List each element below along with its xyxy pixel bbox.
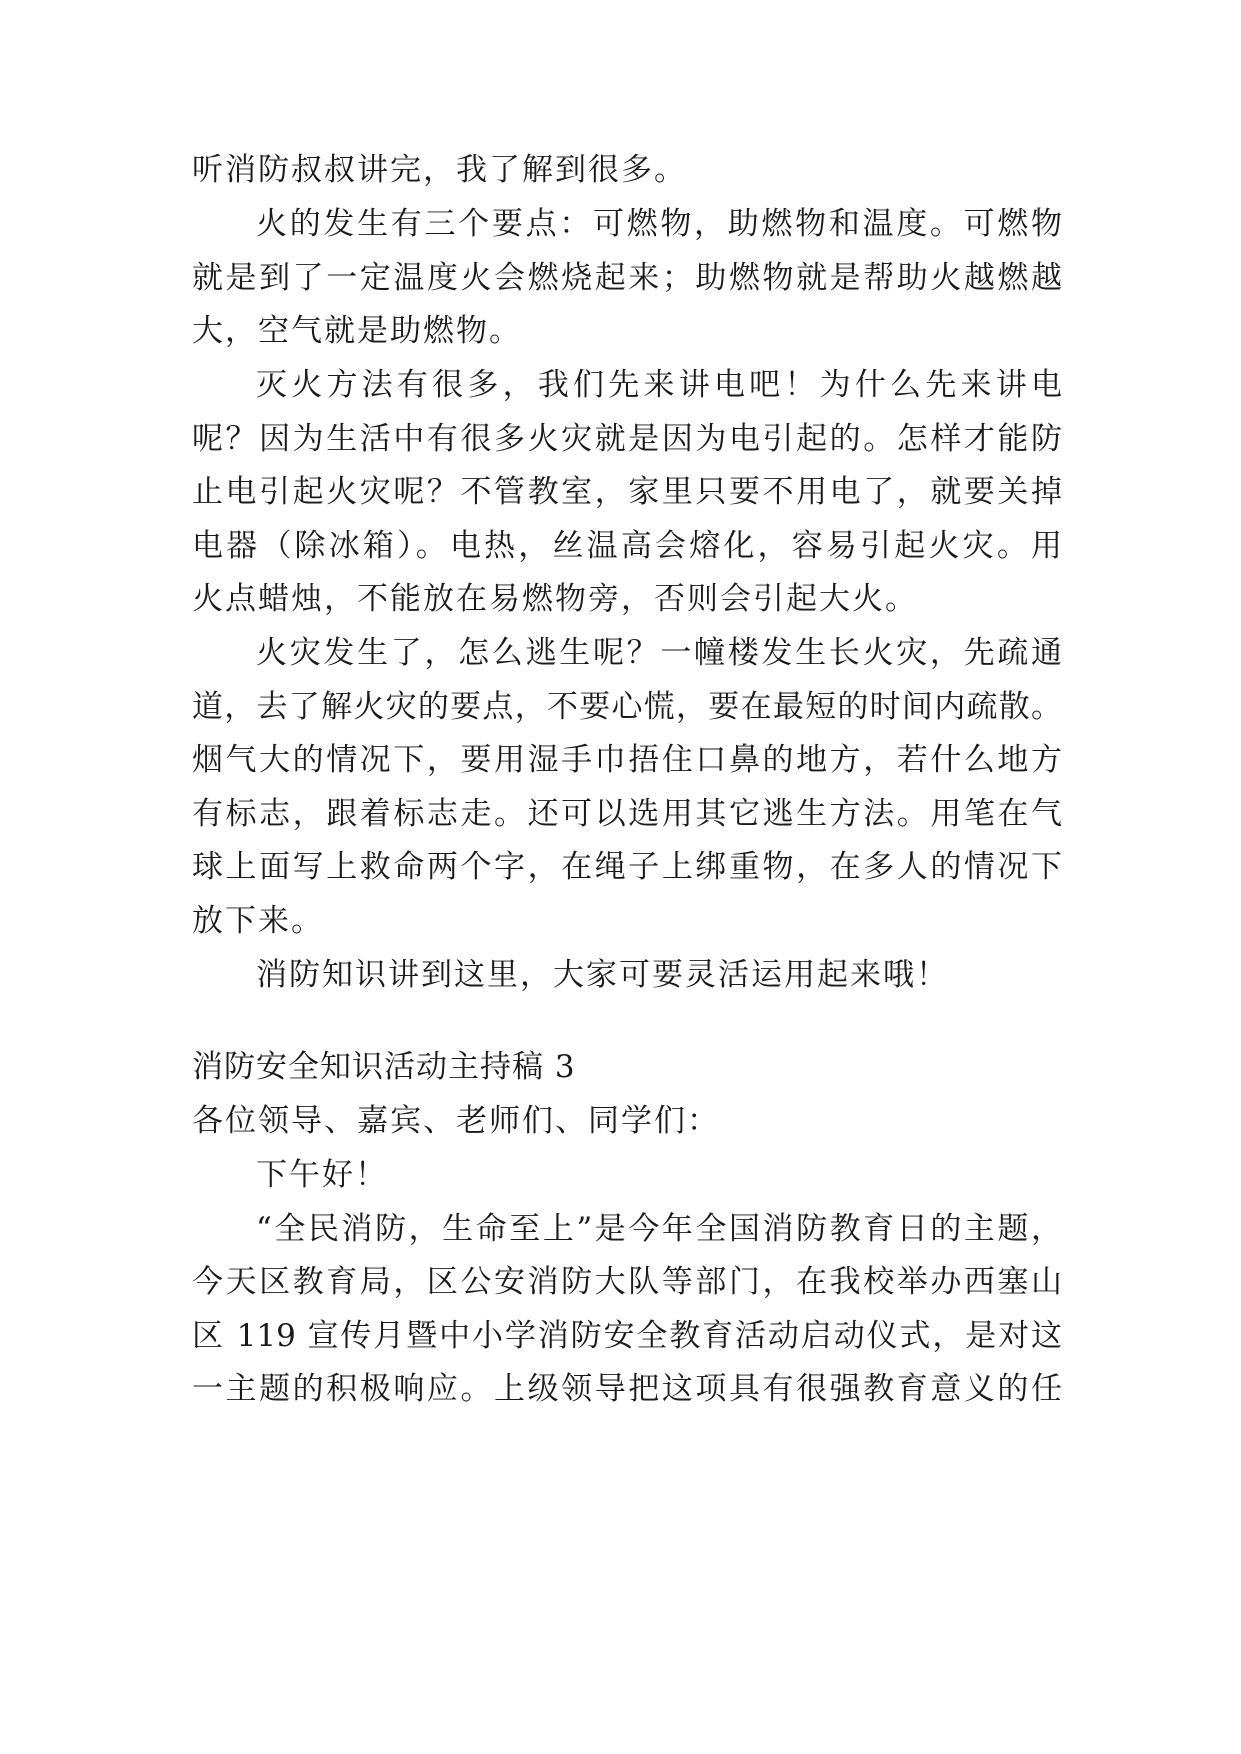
paragraph-line: 止电引起火灾呢？不管教室，家里只要不用电了，就要关掉 bbox=[192, 474, 1062, 510]
paragraph-line: 放下来。 bbox=[192, 903, 324, 939]
paragraph-line: 今天区教育局，区公安消防大队等部门，在我校举办西塞山 bbox=[192, 1264, 1062, 1300]
paragraph-line: “全民消防，生命至上”是今年全国消防教育日的主题， bbox=[256, 1211, 1062, 1247]
greeting: 下午好！ bbox=[256, 1157, 388, 1193]
paragraph-line: 大，空气就是助燃物。 bbox=[192, 313, 522, 349]
paragraph-line: 球上面写上救命两个字，在绳子上绑重物，在多人的情况下 bbox=[192, 849, 1062, 885]
section-title: 消防安全知识活动主持稿 3 bbox=[192, 1049, 576, 1085]
paragraph-line: 火的发生有三个要点：可燃物，助燃物和温度。可燃物 bbox=[256, 206, 1062, 242]
paragraph-line: 区 119 宣传月暨中小学消防安全教育活动启动仪式，是对这 bbox=[192, 1318, 1062, 1354]
paragraph-line: 消防知识讲到这里，大家可要灵活运用起来哦！ bbox=[256, 957, 949, 993]
paragraph-line: 火点蜡烛，不能放在易燃物旁，否则会引起大火。 bbox=[192, 581, 918, 617]
paragraph-line: 就是到了一定温度火会燃烧起来；助燃物就是帮助火越燃越 bbox=[192, 260, 1062, 296]
paragraph-line: 灭火方法有很多，我们先来讲电吧！为什么先来讲电 bbox=[256, 367, 1062, 403]
paragraph-line: 有标志，跟着标志走。还可以选用其它逃生方法。用笔在气 bbox=[192, 796, 1062, 832]
salutation: 各位领导、嘉宾、老师们、同学们： bbox=[192, 1103, 720, 1139]
paragraph-line: 烟气大的情况下，要用湿手巾捂住口鼻的地方，若什么地方 bbox=[192, 742, 1062, 778]
paragraph-line: 电器（除冰箱）。电热，丝温高会熔化，容易引起火灾。用 bbox=[192, 528, 1062, 564]
paragraph-line: 一主题的积极响应。上级领导把这项具有很强教育意义的任 bbox=[192, 1371, 1062, 1407]
paragraph-line: 听消防叔叔讲完，我了解到很多。 bbox=[192, 152, 687, 188]
paragraph-line: 呢？因为生活中有很多火灾就是因为电引起的。怎样才能防 bbox=[192, 421, 1062, 457]
paragraph-line: 道，去了解火灾的要点，不要心慌，要在最短的时间内疏散。 bbox=[192, 689, 1062, 725]
paragraph-line: 火灾发生了，怎么逃生呢？一幢楼发生长火灾，先疏通 bbox=[256, 635, 1062, 671]
